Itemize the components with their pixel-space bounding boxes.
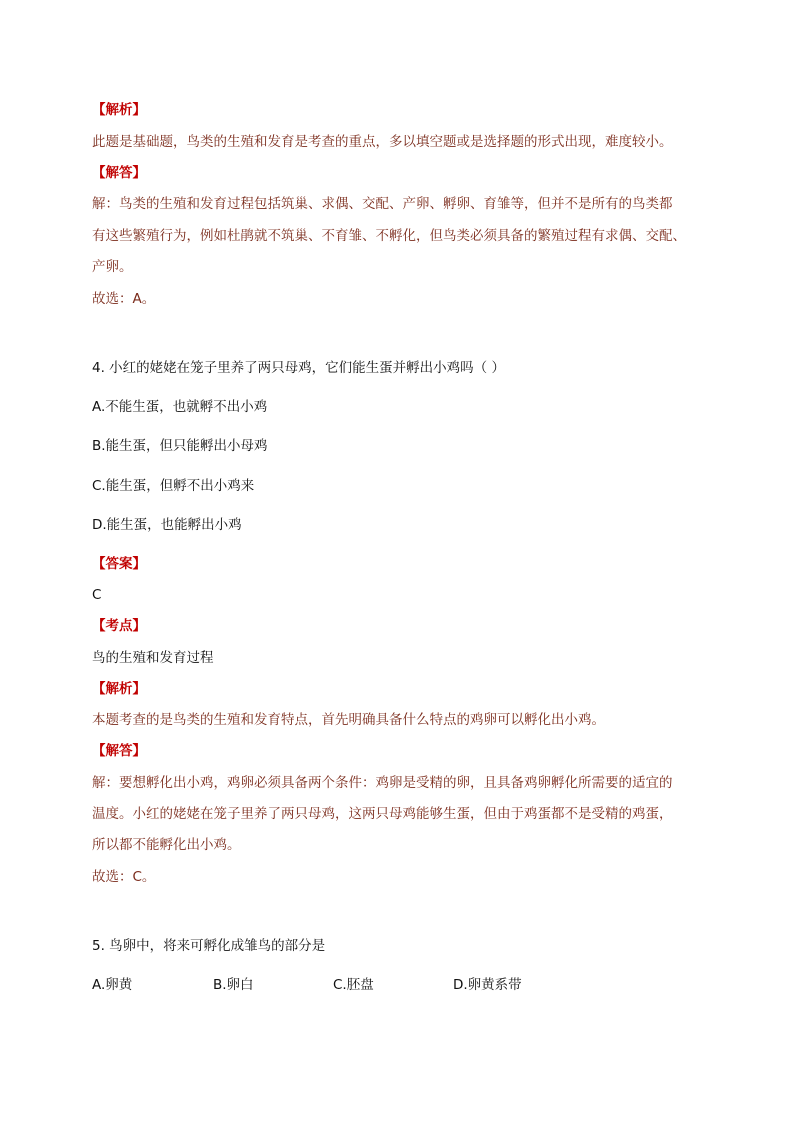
option-a: A.卵黄 xyxy=(92,977,133,993)
option-d: D.能生蛋，也能孵出小鸡 xyxy=(92,517,242,533)
point-text: 鸟的生殖和发育过程 xyxy=(92,650,214,666)
choose-answer: 故选：A。 xyxy=(92,291,156,307)
solution-heading: 【解答】 xyxy=(92,743,146,759)
question-stem: 4. 小红的姥姥在笼子里养了两只母鸡，它们能生蛋并孵出小鸡吗（ ） xyxy=(92,360,505,376)
solution-line: 有这些繁殖行为，例如杜鹃就不筑巢、不育雏、不孵化，但鸟类必须具备的繁殖过程有求偶、交配、 xyxy=(92,228,686,244)
option-c: C.胚盘 xyxy=(333,977,374,993)
option-b: B.能生蛋，但只能孵出小母鸡 xyxy=(92,438,268,454)
solution-line: 解：要想孵化出小鸡，鸡卵必须具备两个条件：鸡卵是受精的卵，且具备鸡卵孵化所需要的适宜的 xyxy=(92,775,673,791)
question-stem: 5. 鸟卵中，将来可孵化成雏鸟的部分是 xyxy=(92,938,326,954)
analysis-text: 此题是基础题，鸟类的生殖和发育是考查的重点，多以填空题或是选择题的形式出现，难度较小。 xyxy=(92,134,673,150)
analysis-text: 本题考查的是鸟类的生殖和发育特点，首先明确具备什么特点的鸡卵可以孵化出小鸡。 xyxy=(92,712,605,728)
answer-heading: 【答案】 xyxy=(92,556,146,572)
point-heading: 【考点】 xyxy=(92,618,146,634)
answer-value: C xyxy=(92,587,102,603)
solution-line: 解：鸟类的生殖和发育过程包括筑巢、求偶、交配、产卵、孵卵、育雏等，但并不是所有的鸟类都 xyxy=(92,196,673,212)
solution-line: 所以都不能孵化出小鸡。 xyxy=(92,837,241,853)
analysis-heading: 【解析】 xyxy=(92,681,146,697)
solution-line: 温度。小红的姥姥在笼子里养了两只母鸡，这两只母鸡能够生蛋，但由于鸡蛋都不是受精的鸡蛋， xyxy=(92,806,673,822)
choose-answer: 故选：C。 xyxy=(92,869,156,885)
solution-heading: 【解答】 xyxy=(92,165,146,181)
option-d: D.卵黄系带 xyxy=(453,977,522,993)
option-b: B.卵白 xyxy=(213,977,254,993)
option-a: A.不能生蛋，也就孵不出小鸡 xyxy=(92,399,268,415)
option-c: C.能生蛋，但孵不出小鸡来 xyxy=(92,478,255,494)
solution-line: 产卵。 xyxy=(92,259,133,275)
analysis-heading: 【解析】 xyxy=(92,102,146,118)
